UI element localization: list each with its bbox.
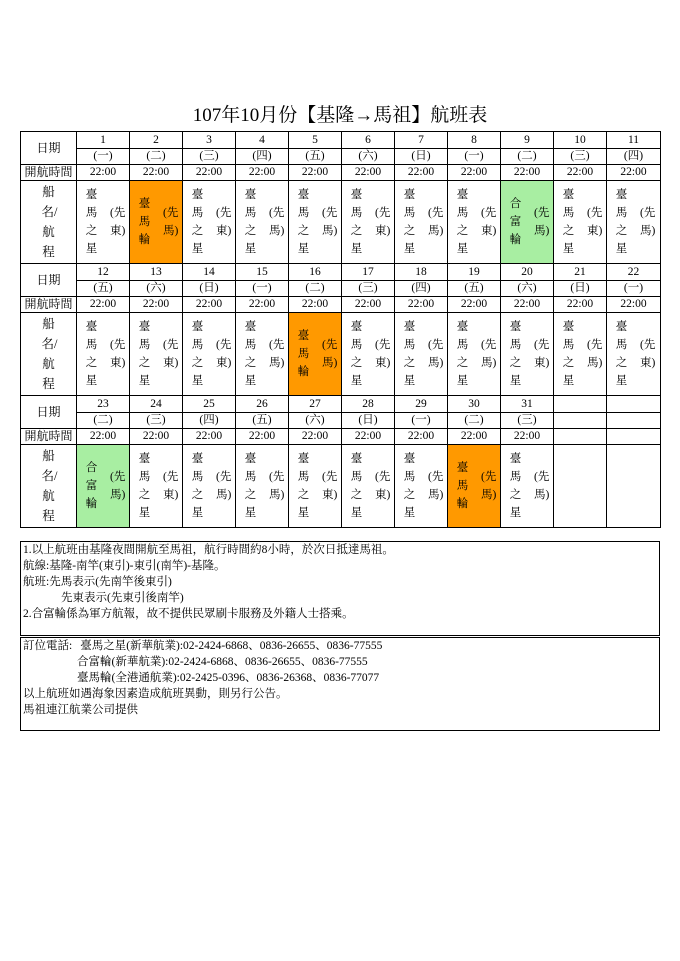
date-label: 日期 (21, 396, 77, 429)
date-cell (607, 396, 661, 413)
ship-cell (554, 181, 607, 264)
route-code: (先馬) (428, 207, 444, 237)
date-cell: 11 (607, 132, 661, 149)
departure-time: 22:00 (77, 297, 130, 313)
contact-line (21, 638, 659, 654)
ship-name: 臺馬之星 (403, 453, 416, 519)
weekday-cell: (三) (183, 149, 236, 165)
departure-time: 22:00 (607, 165, 661, 181)
departure-time: 22:00 (130, 165, 183, 181)
date-cell: 15 (236, 264, 289, 281)
departure-row (21, 297, 661, 313)
weekday-cell (554, 413, 607, 429)
ship-cell (448, 445, 501, 528)
date-cell: 1 (77, 132, 130, 149)
ship-cell (183, 313, 236, 396)
weekday-cell: (四) (607, 149, 661, 165)
ship-name: 臺馬之星 (138, 453, 151, 519)
ship-cell (289, 181, 342, 264)
ship-name: 臺馬之星 (244, 189, 257, 255)
date-cell: 3 (183, 132, 236, 149)
weekday-cell: (五) (448, 281, 501, 297)
ship-cell (342, 313, 395, 396)
date-cell: 18 (395, 264, 448, 281)
departure-time: 22:00 (289, 165, 342, 181)
ship-name: 臺馬之星 (350, 189, 363, 255)
departure-time: 22:00 (183, 429, 236, 445)
date-cell: 2 (130, 132, 183, 149)
schedule-table (20, 131, 661, 528)
departure-time: 22:00 (395, 429, 448, 445)
departure-time: 22:00 (130, 429, 183, 445)
departure-time: 22:00 (183, 297, 236, 313)
weekday-row (21, 413, 661, 429)
ship-cell (607, 181, 661, 264)
ship-cell (183, 181, 236, 264)
ship-route-label: 船名/航程 (41, 317, 58, 391)
ship-row (21, 445, 661, 528)
route-code: (先東) (375, 471, 391, 501)
departure-time: 22:00 (395, 297, 448, 313)
route-code: (先東) (110, 207, 126, 237)
route-code: (先馬) (110, 471, 126, 501)
weekday-cell: (四) (395, 281, 448, 297)
weekday-row (21, 281, 661, 297)
contact-phone: 臺馬之星(新華航業):02-2424-6868、0836-26655、0836-77555 (80, 640, 383, 652)
date-cell: 10 (554, 132, 607, 149)
departure-time: 22:00 (77, 429, 130, 445)
route-code: (先馬) (481, 339, 497, 369)
departure-time: 22:00 (183, 165, 236, 181)
date-cell: 24 (130, 396, 183, 413)
date-cell: 27 (289, 396, 342, 413)
date-cell: 31 (501, 396, 554, 413)
note-line: 1.以上航班由基隆夜間開航至馬祖，航行時間約8小時，於次日抵達馬祖。 (23, 544, 394, 556)
weekday-cell: (二) (501, 149, 554, 165)
ship-name: 臺馬之星 (244, 453, 257, 519)
ship-name: 臺馬之星 (138, 321, 151, 387)
route-code: (先東) (322, 471, 338, 501)
date-cell (554, 396, 607, 413)
date-cell: 8 (448, 132, 501, 149)
ship-name: 臺馬輪 (456, 462, 469, 510)
ship-cell (607, 445, 661, 528)
weekday-cell: (五) (77, 281, 130, 297)
ship-name: 合富輪 (85, 462, 98, 510)
date-cell: 17 (342, 264, 395, 281)
ship-cell (236, 445, 289, 528)
ship-route-label: 船名/航程 (41, 185, 58, 259)
date-cell: 30 (448, 396, 501, 413)
weekday-cell: (一) (607, 281, 661, 297)
ship-name: 臺馬之星 (615, 321, 628, 387)
ship-name: 臺馬之星 (403, 189, 416, 255)
ship-cell (289, 445, 342, 528)
date-cell: 4 (236, 132, 289, 149)
ship-label (21, 313, 77, 396)
route-code: (先馬) (428, 339, 444, 369)
departure-time: 22:00 (501, 429, 554, 445)
ship-name: 臺馬之星 (456, 321, 469, 387)
note-line: 先東表示(先東引後南竿) (61, 592, 184, 604)
date-row (21, 396, 661, 413)
note-line: 航線:基隆-南竿(東引)-東引(南竿)-基隆。 (23, 560, 226, 572)
contact-line: 臺馬輪(全港通航業):02-2425-0396、0836-26368、0836-77077 (77, 672, 380, 684)
route-code: (先東) (375, 207, 391, 237)
route-code: (先馬) (322, 339, 338, 369)
ship-cell (342, 181, 395, 264)
departure-label: 開航時間 (21, 429, 77, 445)
weekday-cell: (六) (289, 413, 342, 429)
ship-cell (183, 445, 236, 528)
date-cell: 6 (342, 132, 395, 149)
ship-cell (554, 445, 607, 528)
ship-cell (448, 181, 501, 264)
ship-cell (554, 313, 607, 396)
route-code: (先馬) (587, 339, 603, 369)
date-cell: 13 (130, 264, 183, 281)
weekday-cell: (日) (183, 281, 236, 297)
notice-line: 以上航班如遇海象因素造成航班異動，則另行公告。 (23, 688, 288, 700)
ship-name: 臺馬之星 (191, 189, 204, 255)
date-cell: 28 (342, 396, 395, 413)
weekday-cell: (一) (448, 149, 501, 165)
ship-cell (395, 181, 448, 264)
route-code: (先東) (163, 471, 179, 501)
weekday-cell: (二) (130, 149, 183, 165)
weekday-cell: (四) (236, 149, 289, 165)
weekday-cell: (四) (183, 413, 236, 429)
date-cell: 21 (554, 264, 607, 281)
ship-name: 臺馬之星 (85, 189, 98, 255)
departure-time: 22:00 (554, 297, 607, 313)
ship-cell (448, 313, 501, 396)
ship-cell (236, 181, 289, 264)
ship-name: 臺馬之星 (615, 189, 628, 255)
ship-name: 臺馬之星 (562, 189, 575, 255)
ship-name: 臺馬之星 (456, 189, 469, 255)
ship-cell (395, 445, 448, 528)
ship-name: 臺馬之星 (191, 453, 204, 519)
route-code: (先東) (534, 339, 550, 369)
weekday-cell: (二) (448, 413, 501, 429)
departure-time: 22:00 (448, 429, 501, 445)
date-cell: 22 (607, 264, 661, 281)
ship-name: 臺馬之星 (562, 321, 575, 387)
ship-cell (77, 445, 130, 528)
route-code: (先馬) (163, 207, 179, 237)
departure-time: 22:00 (236, 165, 289, 181)
date-cell: 9 (501, 132, 554, 149)
ship-cell (607, 313, 661, 396)
ship-cell (130, 445, 183, 528)
departure-time: 22:00 (236, 429, 289, 445)
ship-name: 臺馬之星 (350, 453, 363, 519)
weekday-cell (607, 413, 661, 429)
route-code: (先馬) (428, 471, 444, 501)
departure-time (554, 429, 607, 445)
ship-cell (130, 181, 183, 264)
ship-row (21, 181, 661, 264)
departure-time: 22:00 (236, 297, 289, 313)
departure-time: 22:00 (77, 165, 130, 181)
route-code: (先馬) (481, 471, 497, 501)
weekday-cell: (一) (77, 149, 130, 165)
departure-time: 22:00 (342, 429, 395, 445)
weekday-cell: (三) (342, 281, 395, 297)
ship-name: 臺馬之星 (191, 321, 204, 387)
route-code: (先東) (163, 339, 179, 369)
weekday-cell: (二) (289, 281, 342, 297)
date-cell: 16 (289, 264, 342, 281)
departure-time: 22:00 (448, 297, 501, 313)
ship-cell (289, 313, 342, 396)
departure-label: 開航時間 (21, 165, 77, 181)
date-cell: 25 (183, 396, 236, 413)
date-cell: 20 (501, 264, 554, 281)
weekday-cell: (日) (395, 149, 448, 165)
contact-line: 合富輪(新華航業):02-2424-6868、0836-26655、0836-77555 (77, 656, 368, 668)
date-label: 日期 (21, 132, 77, 165)
ship-name: 合富輪 (509, 198, 522, 246)
route-code: (先馬) (269, 471, 285, 501)
ship-name: 臺馬之星 (509, 321, 522, 387)
note-line: 2.合富輪係為軍方航報，故不提供民眾刷卡服務及外籍人士搭乘。 (23, 608, 354, 620)
ship-name: 臺馬之星 (350, 321, 363, 387)
departure-row (21, 429, 661, 445)
ship-label (21, 181, 77, 264)
ship-cell (395, 313, 448, 396)
route-code: (先東) (587, 207, 603, 237)
ship-name: 臺馬之星 (403, 321, 416, 387)
route-code: (先東) (481, 207, 497, 237)
note-line: 航班:先馬表示(先南竿後東引) (23, 576, 172, 588)
ship-name: 臺馬輪 (138, 198, 151, 246)
ship-cell (342, 445, 395, 528)
route-code: (先東) (640, 339, 656, 369)
date-cell: 23 (77, 396, 130, 413)
departure-label: 開航時間 (21, 297, 77, 313)
departure-time: 22:00 (554, 165, 607, 181)
route-code: (先馬) (534, 471, 550, 501)
route-code: (先馬) (216, 471, 232, 501)
weekday-cell: (五) (236, 413, 289, 429)
date-cell: 14 (183, 264, 236, 281)
departure-time: 22:00 (501, 165, 554, 181)
ship-name: 臺馬之星 (85, 321, 98, 387)
departure-time: 22:00 (342, 165, 395, 181)
date-row (21, 132, 661, 149)
date-cell: 19 (448, 264, 501, 281)
departure-time: 22:00 (289, 297, 342, 313)
weekday-cell: (六) (501, 281, 554, 297)
ship-name: 臺馬之星 (509, 453, 522, 519)
departure-time: 22:00 (448, 165, 501, 181)
weekday-cell: (二) (77, 413, 130, 429)
weekday-cell: (三) (501, 413, 554, 429)
provider-line: 馬祖連江航業公司提供 (23, 704, 138, 716)
ship-name: 臺馬輪 (297, 330, 310, 378)
weekday-cell: (三) (554, 149, 607, 165)
departure-time (607, 429, 661, 445)
ship-cell (77, 313, 130, 396)
contact-box (20, 637, 660, 731)
weekday-cell: (六) (342, 149, 395, 165)
ship-cell (236, 313, 289, 396)
weekday-cell: (一) (236, 281, 289, 297)
date-cell: 7 (395, 132, 448, 149)
ship-name: 臺馬之星 (297, 189, 310, 255)
departure-row (21, 165, 661, 181)
ship-name: 臺馬之星 (297, 453, 310, 519)
ship-row (21, 313, 661, 396)
ship-cell (501, 181, 554, 264)
contact-label: 訂位電話: (23, 640, 73, 652)
weekday-cell: (六) (130, 281, 183, 297)
ship-cell (77, 181, 130, 264)
route-code: (先東) (216, 339, 232, 369)
date-cell: 12 (77, 264, 130, 281)
ship-cell (130, 313, 183, 396)
weekday-cell: (一) (395, 413, 448, 429)
route-code: (先東) (110, 339, 126, 369)
ship-label (21, 445, 77, 528)
departure-time: 22:00 (289, 429, 342, 445)
date-cell: 29 (395, 396, 448, 413)
weekday-cell: (五) (289, 149, 342, 165)
route-code: (先馬) (534, 207, 550, 237)
departure-time: 22:00 (395, 165, 448, 181)
route-code: (先馬) (269, 207, 285, 237)
ship-cell (501, 313, 554, 396)
date-cell: 5 (289, 132, 342, 149)
ship-cell (501, 445, 554, 528)
notes-box (20, 541, 660, 636)
weekday-cell: (日) (554, 281, 607, 297)
weekday-cell: (三) (130, 413, 183, 429)
ship-name: 臺馬之星 (244, 321, 257, 387)
route-code: (先馬) (640, 207, 656, 237)
route-code: (先馬) (269, 339, 285, 369)
weekday-row (21, 149, 661, 165)
date-cell: 26 (236, 396, 289, 413)
departure-time: 22:00 (130, 297, 183, 313)
route-code: (先馬) (322, 207, 338, 237)
departure-time: 22:00 (342, 297, 395, 313)
date-label: 日期 (21, 264, 77, 297)
weekday-cell: (日) (342, 413, 395, 429)
ship-route-label: 船名/航程 (41, 449, 58, 523)
departure-time: 22:00 (607, 297, 661, 313)
route-code: (先東) (375, 339, 391, 369)
date-row (21, 264, 661, 281)
departure-time: 22:00 (501, 297, 554, 313)
page-title: 107年10月份【基隆→馬祖】航班表 (192, 105, 488, 126)
route-code: (先東) (216, 207, 232, 237)
